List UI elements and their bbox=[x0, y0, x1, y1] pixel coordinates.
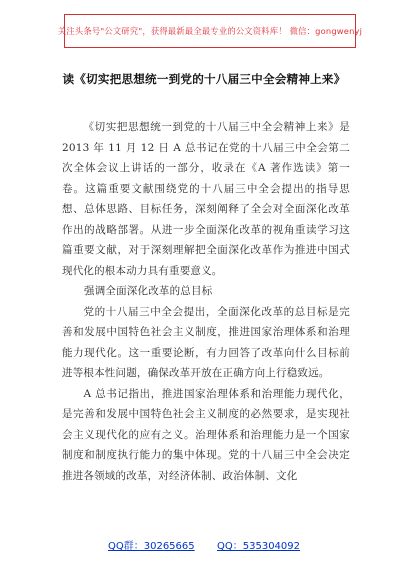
section-heading: 强调全面深化改革的总目标 bbox=[84, 285, 213, 297]
document-title: 读《切实把思想统一到党的十八届三中全会精神上来》 bbox=[62, 72, 346, 86]
header-notice-text: 关注头条号"公文研究"，获得最新最全最专业的公文资料库！ 微信：gongwenyj bbox=[57, 26, 363, 36]
footer-contact bbox=[0, 537, 408, 552]
header-notice-box bbox=[57, 14, 363, 48]
paragraph-governance: A 总书记指出，推进国家治理体系和治理能力现代化，是完善和发展中国特色社会主义制度的必然要求，是实现社会主义现代化的应有之义。治理体系和治理能力是一个国家制度和制度执行能力的集中体现。党的十八届三中全会决定推进各领域的改革，对经济体制、政治体制、文化 bbox=[62, 387, 350, 482]
paragraph-goal: 党的十八届三中全会提出，全面深化改革的总目标是完善和发展中国特色社会主义制度，推进国家治理体系和治理能力现代化。这一重要论断，有力回答了改革向什么目标前进等根本性问题，确保改革开放在正确方向上行稳致远。 bbox=[62, 305, 350, 379]
document-body bbox=[62, 117, 350, 486]
qq-contact-link[interactable]: QQ：535304092 bbox=[217, 541, 301, 552]
qq-group-link[interactable]: QQ群：30265665 bbox=[107, 541, 195, 552]
paragraph-intro: 《切实把思想统一到党的十八届三中全会精神上来》是 2013 年 11 月 12 日 A 总书记在党的十八届三中全会第二次全体会议上讲话的一部分，收录在《A 著作选读》第一卷。这篇重要文献围绕党的十八届三中全会提出的指导思想、总体思路、目标任务，深刻阐释了全会对全面深化改革作出的战略部署。从进一步全面深化改革的视角重读学习这篇重要文献，对于深刻理解把全面深化改革作为推进中国式现代化的根本动力具有重要意义。 bbox=[62, 121, 350, 277]
